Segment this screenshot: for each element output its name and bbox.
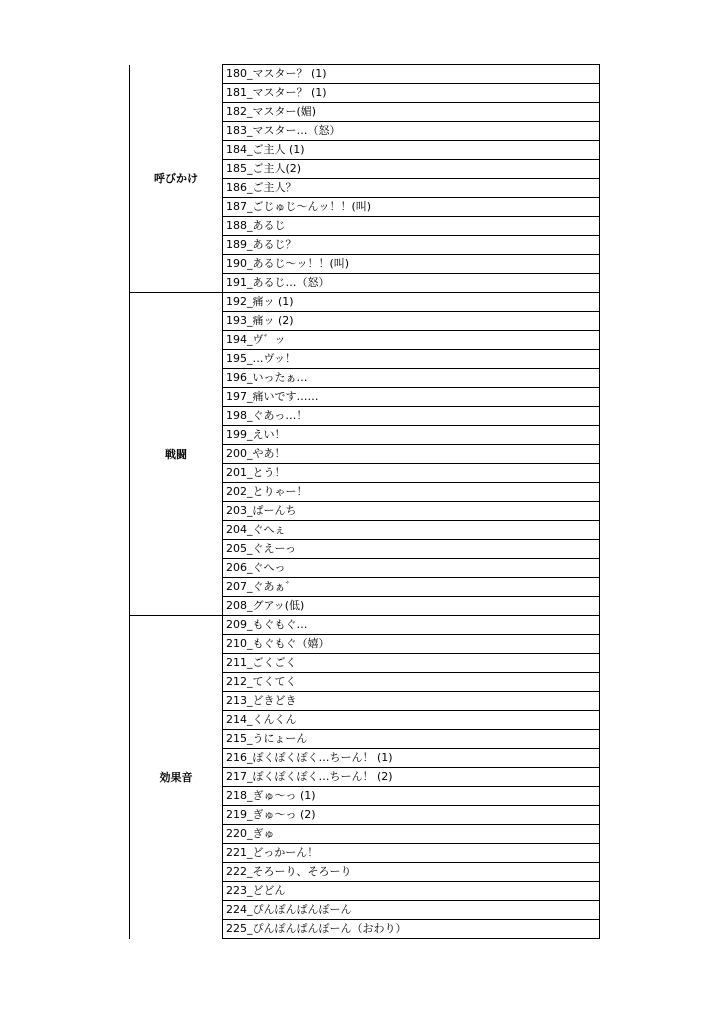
voice-line-cell: 208_グアッ(低) <box>223 597 600 616</box>
category-cell: 呼びかけ <box>130 65 223 293</box>
voice-line-cell: 198_ぐあっ…！ <box>223 407 600 426</box>
voice-line-cell: 185_ご主人(2) <box>223 160 600 179</box>
voice-line-table <box>129 64 600 939</box>
category-cell: 戦闘 <box>130 293 223 616</box>
voice-line-cell: 209_もぐもぐ… <box>223 616 600 635</box>
voice-line-table-body <box>130 65 600 939</box>
voice-line-cell: 220_ぎゅ <box>223 825 600 844</box>
voice-line-cell: 193_痛ッ (2) <box>223 312 600 331</box>
voice-line-cell: 186_ご主人？ <box>223 179 600 198</box>
voice-line-cell: 218_ぎゅ～っ (1) <box>223 787 600 806</box>
voice-line-cell: 221_どっかーん！ <box>223 844 600 863</box>
voice-line-cell: 195_…ヴッ！ <box>223 350 600 369</box>
voice-line-cell: 184_ご主人 (1) <box>223 141 600 160</box>
voice-line-cell: 225_ぴんぽんぱんぽーん（おわり） <box>223 920 600 939</box>
voice-line-cell: 215_うにょーん <box>223 730 600 749</box>
voice-line-cell: 190_あるじ～ッ！！(叫) <box>223 255 600 274</box>
voice-line-cell: 213_どきどき <box>223 692 600 711</box>
table-row <box>130 65 600 84</box>
voice-line-cell: 222_そろーり、そろーり <box>223 863 600 882</box>
voice-line-cell: 191_あるじ…（怒） <box>223 274 600 293</box>
voice-line-cell: 188_あるじ <box>223 217 600 236</box>
voice-line-cell: 182_マスター(媚) <box>223 103 600 122</box>
voice-line-cell: 219_ぎゅ～っ (2) <box>223 806 600 825</box>
voice-line-cell: 181_マスター？ (1) <box>223 84 600 103</box>
voice-line-cell: 224_ぴんぽんぱんぽーん <box>223 901 600 920</box>
voice-line-cell: 204_ぐへぇ <box>223 521 600 540</box>
voice-line-cell: 210_もぐもぐ（嬉） <box>223 635 600 654</box>
voice-line-cell: 194_ヴ゛ッ <box>223 331 600 350</box>
table-row <box>130 616 600 635</box>
voice-line-cell: 196_いったぁ… <box>223 369 600 388</box>
voice-line-cell: 189_あるじ？ <box>223 236 600 255</box>
voice-line-cell: 201_とう！ <box>223 464 600 483</box>
voice-line-cell: 207_ぐあぁ゛ <box>223 578 600 597</box>
voice-line-cell: 217_ぽくぽくぽく…ちーん！ (2) <box>223 768 600 787</box>
voice-line-cell: 192_痛ッ (1) <box>223 293 600 312</box>
voice-line-cell: 214_くんくん <box>223 711 600 730</box>
voice-line-cell: 223_どどん <box>223 882 600 901</box>
voice-line-cell: 205_ぐえーっ <box>223 540 600 559</box>
voice-line-cell: 200_やあ！ <box>223 445 600 464</box>
voice-line-cell: 211_ごくごく <box>223 654 600 673</box>
category-cell: 効果音 <box>130 616 223 939</box>
voice-line-cell: 203_ぱーんち <box>223 502 600 521</box>
voice-line-cell: 212_てくてく <box>223 673 600 692</box>
voice-line-cell: 197_痛いです…… <box>223 388 600 407</box>
voice-line-cell: 216_ぽくぽくぽく…ちーん！ (1) <box>223 749 600 768</box>
table-row <box>130 293 600 312</box>
voice-line-cell: 199_えい！ <box>223 426 600 445</box>
voice-line-cell: 206_ぐへっ <box>223 559 600 578</box>
voice-line-cell: 180_マスター？ (1) <box>223 65 600 84</box>
voice-line-cell: 183_マスター…（怒） <box>223 122 600 141</box>
voice-line-cell: 202_とりゃー！ <box>223 483 600 502</box>
voice-line-cell: 187_ごじゅじ～んッ！！(叫) <box>223 198 600 217</box>
